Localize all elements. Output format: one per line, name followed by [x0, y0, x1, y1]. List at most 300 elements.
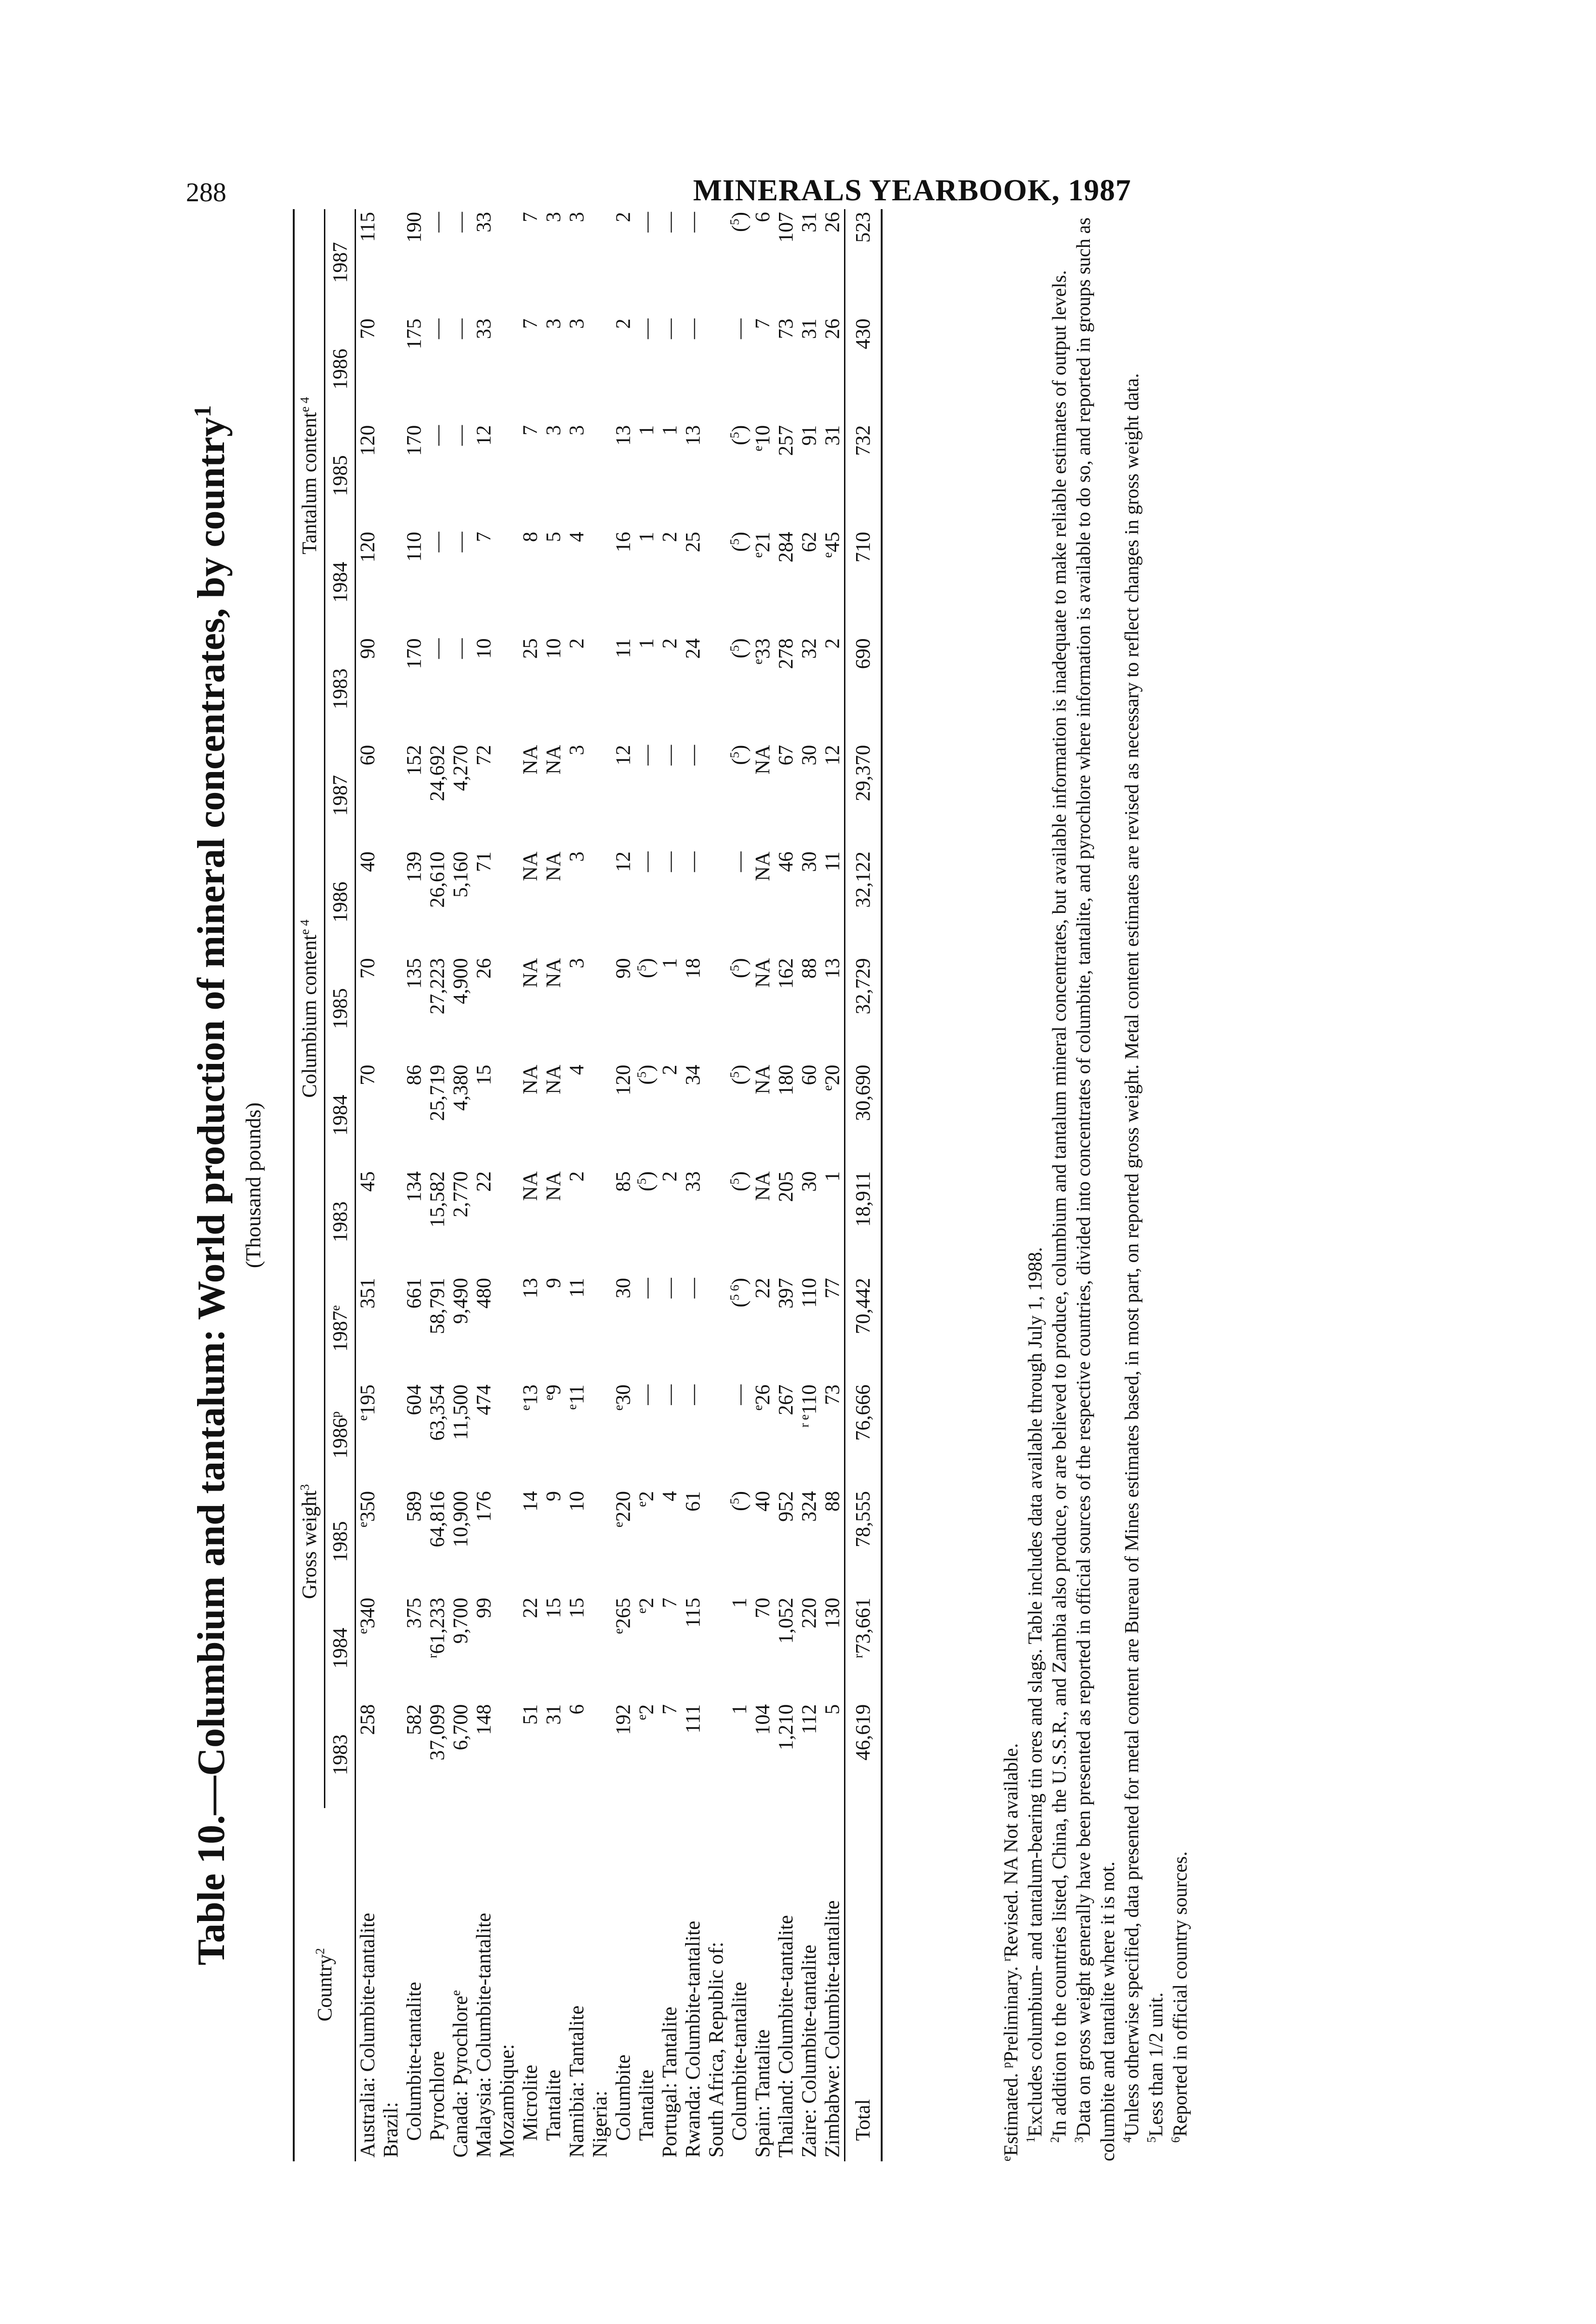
table-cell: 99 [472, 1598, 495, 1618]
footnote: $^e$Estimated. $^p$Preliminary. $^r$Revised. NA Not available. [1000, 1743, 1022, 2161]
table-cell: 130 [821, 1598, 844, 1629]
table-title [186, 209, 237, 2161]
footnote-mark: 1 [1024, 2136, 1037, 2143]
table-cell: 257 [774, 425, 797, 456]
table-cell: 13 [519, 1278, 541, 1299]
table-cell: 63,354 [426, 1384, 448, 1441]
table-cell [588, 849, 612, 955]
table-cell [495, 1382, 519, 1488]
table-cell [379, 635, 402, 742]
table-body [356, 209, 882, 2161]
table-cell: 11 [565, 1278, 588, 1298]
table-cell: 26,610 [426, 852, 448, 908]
value-footnote-mark: e [611, 1628, 626, 1634]
table-cell: ($^5$) [634, 1171, 658, 1191]
table-cell: 1,210 [774, 1704, 797, 1750]
table-cell: $^e$220 [611, 1491, 634, 1528]
table-cell: 2 [658, 1171, 681, 1182]
table-cell: 375 [402, 1598, 425, 1629]
table-cell: — [681, 852, 704, 872]
table-cell: $^e$21 [751, 532, 774, 558]
table-cell [588, 1062, 612, 1169]
row-label: Rwanda: Columbite-tantalite [681, 1921, 704, 2158]
row-label: Australia: Columbite-tantalite [356, 1913, 379, 2158]
table-cell: 10 [542, 638, 565, 659]
table-cell: 170 [402, 425, 425, 456]
row-label: Nigeria: [588, 2090, 611, 2158]
table-row [705, 209, 728, 2161]
value-footnote-mark: e [751, 1405, 765, 1411]
group-label: Gross weight [298, 1490, 321, 1599]
table-cell: — [449, 318, 472, 339]
footnote: $^2$In addition to the countries listed, China, the U.S.S.R., and Zambia also produce, or are believed to produce, columbium and tantalum mineral concentrates, but available information is inadequate to make reliable estimates of output levels. [1048, 270, 1070, 2143]
table-cell: 175 [402, 318, 425, 350]
value-footnote-mark: 5 [727, 752, 742, 759]
table-cell: 31 [798, 212, 820, 232]
table-cell: 7 [519, 425, 541, 436]
table-cell: 152 [402, 745, 425, 776]
table-cell: 2 [565, 1171, 588, 1182]
table-cell: ($^5$) [727, 1491, 751, 1511]
footnote-mark: r [1000, 1957, 1013, 1961]
row-label: Tantalite [635, 2069, 658, 2141]
table-cell: 32 [798, 638, 820, 659]
table-row [495, 209, 519, 2161]
group-header-gross-weight [294, 1275, 325, 1808]
table-cell: — [658, 745, 681, 766]
table-cell: $^e$33 [751, 638, 774, 665]
value-footnote-mark: 5 [727, 538, 742, 545]
country-column-header [294, 1808, 356, 2161]
table-cell: 3 [565, 318, 588, 329]
table-cell: 9,700 [449, 1598, 472, 1644]
table-cell: 40 [356, 852, 379, 872]
year-column-header: 1986 [325, 849, 356, 955]
table-cell: — [728, 1384, 751, 1405]
table-cell [588, 209, 612, 316]
table-cell: 205 [774, 1171, 797, 1202]
table-cell: 22 [472, 1171, 495, 1192]
table-cell: 31 [798, 318, 820, 339]
group-footnote-mark: 3 [297, 1484, 312, 1491]
table-cell: 4,900 [449, 958, 472, 1004]
table-cell: 11 [821, 852, 844, 872]
table-cell [495, 1062, 519, 1169]
table-row [565, 209, 588, 2161]
table-cell: 62 [798, 532, 820, 553]
table-cell: NA [519, 958, 541, 988]
table-cell: NA [751, 745, 774, 775]
table-cell: ($^5$) [727, 425, 751, 445]
table-cell [588, 1275, 612, 1381]
value-footnote-mark: e [820, 552, 835, 558]
table-cell: 170 [402, 638, 425, 669]
value-footnote-mark: 5 [727, 1498, 742, 1505]
table-row [426, 209, 449, 2161]
table-cell: — [681, 1384, 704, 1405]
table-cell: 474 [472, 1384, 495, 1415]
table-cell: 7 [658, 1598, 681, 1608]
table-cell: 37,099 [426, 1704, 448, 1761]
value-footnote-mark: 5 [634, 965, 649, 971]
table-cell: 110 [402, 532, 425, 562]
total-cell: 523 [845, 209, 882, 316]
table-cell: 5 [542, 532, 565, 542]
table-cell: 70 [751, 1598, 774, 1618]
table-cell: 61 [681, 1491, 704, 1512]
value-footnote-mark: e [751, 659, 765, 665]
table-cell [379, 1169, 402, 1275]
table-cell: 148 [472, 1704, 495, 1735]
table-cell: 13 [612, 425, 634, 446]
year-column-header: 1983 [325, 1169, 356, 1275]
table-cell: — [635, 745, 658, 766]
table-cell: 180 [774, 1064, 797, 1096]
table-cell: — [635, 318, 658, 339]
table-row [379, 209, 402, 2161]
row-label: Brazil: [379, 2102, 402, 2158]
table-cell: 90 [612, 958, 634, 979]
data-table [293, 209, 883, 2161]
row-label: South Africa, Republic of: [705, 1941, 727, 2158]
table-cell: — [426, 638, 448, 659]
table-cell [705, 1062, 728, 1169]
table-cell: 33 [472, 212, 495, 232]
value-footnote-mark: e [356, 1415, 370, 1421]
table-row [402, 209, 426, 2161]
table-cell [705, 316, 728, 422]
group-header-tantalum-content [294, 209, 325, 742]
footnote: $^3$Data on gross weight generally have been presented as reported in official sources of the respective countries, divided into concentrates of columbite, tantalite, and pyrochlore where information is available to do so, and reported in groups such as columbite and tantalite where it is not. [1072, 217, 1119, 2161]
total-cell: 46,619 [845, 1702, 882, 1808]
table-cell [379, 423, 402, 529]
table-cell: ($^5$) [727, 745, 751, 765]
row-label: Tantalite [542, 2069, 565, 2141]
value-footnote-mark: 5 [634, 1071, 649, 1078]
table-cell: 15 [542, 1598, 565, 1618]
table-cell: 1 [658, 958, 681, 969]
table-cell [705, 1382, 728, 1488]
table-cell: $^e$30 [611, 1384, 634, 1411]
total-cell: 18,911 [845, 1169, 882, 1275]
table-cell: 952 [774, 1491, 797, 1522]
table-cell: 70 [356, 318, 379, 339]
table-cell: 2 [658, 638, 681, 649]
table-cell: — [449, 532, 472, 553]
table-cell: 13 [681, 425, 704, 446]
table-cell: 1,052 [774, 1598, 797, 1644]
table-cell: 111 [681, 1704, 704, 1734]
table-cell [379, 1488, 402, 1595]
table-cell: 26 [472, 958, 495, 979]
value-footnote-mark: 5 [727, 1178, 742, 1185]
table-cell: NA [519, 852, 541, 881]
table-cell: 176 [472, 1491, 495, 1522]
footnote-mark: 2 [1048, 2136, 1062, 2143]
table-cell: 77 [821, 1278, 844, 1299]
table-cell: 9 [542, 1491, 565, 1502]
table-cell: — [728, 852, 751, 872]
table-cell: — [681, 318, 704, 339]
table-cell [495, 423, 519, 529]
row-label: Thailand: Columbite-tantalite [774, 1915, 797, 2158]
value-footnote-mark: r e [797, 1414, 811, 1428]
table-cell: 6,700 [449, 1704, 472, 1750]
table-cell: 33 [472, 318, 495, 339]
table-cell: ($^5$) [727, 638, 751, 659]
value-footnote-mark: 5 [634, 1178, 649, 1185]
table-cell [705, 1595, 728, 1701]
table-cell: 7 [519, 318, 541, 329]
value-footnote-mark: 5 6 [727, 1285, 742, 1301]
table-cell: NA [542, 852, 565, 881]
year-column-header: 1987 [325, 742, 356, 849]
value-footnote-mark: 5 [727, 1071, 742, 1078]
year-column-header: 1987e [325, 1275, 356, 1381]
year-column-header: 1985 [325, 955, 356, 1062]
footnote: $^6$Reported in official country sources. [1169, 1851, 1191, 2143]
footnote-mark: 3 [1072, 2136, 1086, 2143]
year-column-header: 1986 [325, 316, 356, 422]
table-cell: NA [542, 1171, 565, 1201]
total-cell: 32,729 [845, 955, 882, 1062]
table-cell: $^e$2 [634, 1704, 658, 1720]
group-label: Tantalum content [298, 412, 321, 555]
value-footnote-mark: 5 [727, 432, 742, 439]
table-cell: — [449, 212, 472, 232]
table-subtitle: (Thousand pounds) [241, 1102, 265, 1268]
table-cell: — [728, 318, 751, 339]
total-cell: 78,555 [845, 1488, 882, 1595]
table-row [751, 209, 774, 2161]
table-cell: 34 [681, 1064, 704, 1085]
year-column-header: 1986$^p$ [325, 1382, 356, 1488]
table-cell: $^{r e}$110 [797, 1384, 820, 1428]
table-cell [495, 742, 519, 849]
table-cell: 162 [774, 958, 797, 989]
table-cell [588, 1595, 612, 1701]
table-cell [379, 1062, 402, 1169]
table-row [612, 209, 635, 2161]
table-cell: $^e$265 [611, 1598, 634, 1634]
table-cell [705, 635, 728, 742]
table-cell: 1 [658, 425, 681, 436]
rotated-table-block [186, 209, 1208, 2161]
table-row [798, 209, 821, 2161]
table-cell: 13 [821, 958, 844, 979]
table-cell [495, 635, 519, 742]
table-cell [588, 955, 612, 1062]
value-footnote-mark: e [356, 1522, 370, 1528]
table-cell [495, 1169, 519, 1275]
table-cell: 3 [542, 212, 565, 222]
table-cell: 4 [565, 1064, 588, 1075]
total-cell: 76,666 [845, 1382, 882, 1488]
table-cell: 27,223 [426, 958, 448, 1015]
total-row [845, 209, 882, 2161]
country-header-text: Country [313, 1954, 336, 2021]
table-cell [379, 742, 402, 849]
table-cell: 120 [612, 1064, 634, 1096]
running-head: MINERALS YEARBOOK, 1987 [693, 173, 1131, 207]
table-cell: NA [542, 958, 565, 988]
table-cell: 72 [472, 745, 495, 766]
table-cell: 2 [658, 532, 681, 542]
table-cell [588, 1488, 612, 1595]
table-cell: — [681, 745, 704, 766]
table-cell: 258 [356, 1704, 379, 1735]
table-cell: 12 [821, 745, 844, 766]
value-footnote-mark: e [820, 1085, 835, 1091]
table-cell: $^e$11 [565, 1384, 588, 1410]
table-cell: 30 [612, 1278, 634, 1299]
table-cell: 284 [774, 532, 797, 563]
total-cell: $^r$73,661 [845, 1595, 882, 1701]
value-footnote-mark: e [634, 1608, 649, 1614]
table-cell [705, 1488, 728, 1595]
table-cell: 112 [798, 1704, 820, 1735]
table-cell [495, 529, 519, 635]
table-cell [588, 742, 612, 849]
table-cell: 10 [472, 638, 495, 659]
table-cell: — [635, 852, 658, 872]
value-footnote-mark: e [634, 1714, 649, 1720]
table-cell: $^e$2 [634, 1491, 658, 1507]
table-cell [379, 849, 402, 955]
table-cell: 7 [751, 318, 774, 329]
table-cell: 24 [681, 638, 704, 659]
table-cell: 2 [612, 318, 634, 329]
table-row [681, 209, 705, 2161]
table-cell: 110 [798, 1278, 820, 1308]
table-row [728, 209, 751, 2161]
table-cell: 5 [821, 1704, 844, 1715]
year-column-header: 1983 [325, 635, 356, 742]
row-label: Portugal: Tantalite [658, 2007, 681, 2158]
year-column-header: 1984 [325, 1595, 356, 1701]
table-cell: 192 [612, 1704, 634, 1735]
group-footnote-mark: e 4 [297, 919, 312, 935]
table-cell [705, 1169, 728, 1275]
table-cell: 115 [356, 212, 379, 242]
table-cell: NA [542, 1064, 565, 1095]
table-cell: 135 [402, 958, 425, 989]
table-cell [495, 1702, 519, 1808]
table-cell: 3 [542, 318, 565, 329]
table-cell: 9,490 [449, 1278, 472, 1324]
table-cell: 220 [798, 1598, 820, 1629]
table-cell [379, 955, 402, 1062]
table-cell [705, 423, 728, 529]
table-cell: NA [751, 958, 774, 988]
table-row [658, 209, 681, 2161]
table-cell: 33 [681, 1171, 704, 1192]
table-cell: 4 [565, 532, 588, 542]
table-cell: 25 [519, 638, 541, 659]
row-label-footnote-mark: e [448, 1990, 463, 1996]
footnote-mark: 5 [1145, 2136, 1158, 2143]
table-cell: NA [751, 1064, 774, 1095]
table-cell: — [635, 1384, 658, 1405]
table-cell: 115 [681, 1598, 704, 1628]
table-cell: 2 [565, 638, 588, 649]
table-cell: $^e$10 [751, 425, 774, 451]
table-row [449, 209, 472, 2161]
table-cell: — [658, 318, 681, 339]
row-label: Pyrochlore [426, 2051, 448, 2141]
table-cell [705, 955, 728, 1062]
table-cell: — [681, 212, 704, 232]
table-cell: $^e$195 [356, 1384, 379, 1421]
table-cell: 4 [658, 1491, 681, 1502]
table-cell: 1 [635, 425, 658, 436]
row-label: Zaire: Columbite-tantalite [798, 1944, 820, 2158]
table-cell: ($^5$) [727, 1171, 751, 1191]
table-cell: 2 [821, 638, 844, 649]
table-cell: 661 [402, 1278, 425, 1309]
table-cell: 5,160 [449, 852, 472, 898]
value-footnote-mark: 5 [727, 965, 742, 971]
table-cell: — [449, 638, 472, 659]
table-cell: 10 [565, 1491, 588, 1512]
table-cell: 60 [356, 745, 379, 766]
year-column-header: 1984 [325, 1062, 356, 1169]
table-cell: 480 [472, 1278, 495, 1309]
table-cell [379, 1275, 402, 1381]
table-row [635, 209, 658, 2161]
table-cell: 71 [472, 852, 495, 872]
table-cell: 14 [519, 1491, 541, 1512]
table-row [588, 209, 612, 2161]
table-cell: 30 [798, 1171, 820, 1192]
table-cell: NA [519, 1064, 541, 1095]
table-cell: 6 [751, 212, 774, 222]
value-footnote-mark: r [425, 1654, 440, 1658]
table-cell [705, 742, 728, 849]
table-cell: 12 [612, 852, 634, 872]
table-row [821, 209, 845, 2161]
table-cell: 91 [798, 425, 820, 446]
table-cell: 16 [612, 532, 634, 553]
footnote: $^1$Excludes columbium- and tantalum-bearing tin ores and slags. Table includes data available through July 1, 1988. [1024, 1247, 1046, 2143]
table-cell: 3 [565, 212, 588, 222]
table-cell [705, 209, 728, 316]
table-cell: 22 [519, 1598, 541, 1618]
table-cell [495, 1488, 519, 1595]
table-cell: 12 [612, 745, 634, 766]
total-cell: 32,122 [845, 849, 882, 955]
table-cell: 267 [774, 1384, 797, 1415]
year-column-header: 1987 [325, 209, 356, 316]
table-cell: 1 [728, 1704, 751, 1715]
table-cell [495, 849, 519, 955]
table-row [356, 209, 380, 2161]
table-cell: $^e$340 [356, 1598, 379, 1634]
table-cell: 2 [612, 212, 634, 222]
row-label: Zimbabwe: Columbite-tantalite [821, 1900, 844, 2158]
table-cell [379, 209, 402, 316]
table-cell: 104 [751, 1704, 774, 1735]
row-label: Malaysia: Columbite-tantalite [472, 1913, 495, 2158]
table-cell: 25,719 [426, 1064, 448, 1121]
value-footnote-mark: e [611, 1522, 626, 1528]
table-cell: 278 [774, 638, 797, 669]
table-cell: 134 [402, 1171, 425, 1202]
group-footnote-mark: e 4 [297, 397, 312, 412]
table-cell: 3 [565, 425, 588, 436]
value-footnote-mark: e [541, 1394, 556, 1400]
table-cell: — [426, 425, 448, 446]
